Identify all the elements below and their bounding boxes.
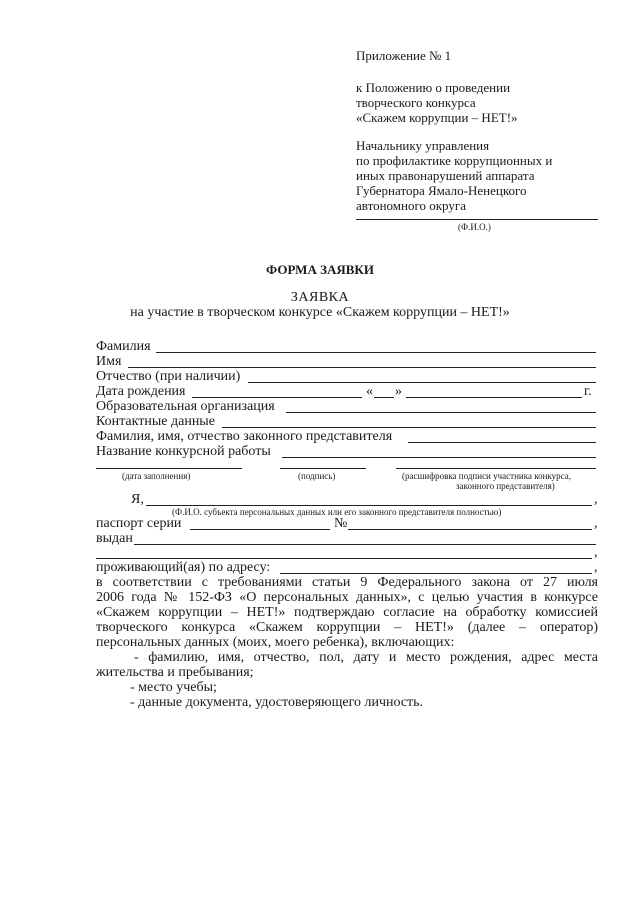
residing-label: проживающий(ая) по адресу: bbox=[96, 560, 271, 575]
addressee-line-3: иных правонарушений аппарата bbox=[356, 168, 535, 183]
signature-decode-caption-1: (расшифровка подписи участника конкурса, bbox=[402, 471, 572, 481]
reference-line-1: к Положению о проведении bbox=[356, 80, 511, 95]
consent-fio-caption: (Ф.И.О. субъекта персональных данных или его законного представителя полностью) bbox=[172, 507, 502, 517]
residing-comma: , bbox=[594, 560, 598, 575]
consent-fio-line[interactable] bbox=[146, 505, 592, 506]
issued-line[interactable] bbox=[134, 544, 596, 545]
field-input-birth-day[interactable] bbox=[192, 397, 362, 398]
consent-text-line-5: персональных данных (моих, моего ребенка), включающих: bbox=[96, 635, 455, 650]
field-input-representative[interactable] bbox=[408, 442, 596, 443]
addressee-line-2: по профилактике коррупционных и bbox=[356, 153, 553, 168]
date-line[interactable] bbox=[96, 468, 242, 469]
field-label-representative: Фамилия, имя, отчество законного представителя bbox=[96, 429, 393, 444]
consent-text-line-2: 2006 года № 152-ФЗ «О персональных данных», с целью участия в конкурсе bbox=[96, 590, 598, 605]
field-label-surname: Фамилия bbox=[96, 339, 151, 354]
consent-bullet-3: - данные документа, удостоверяющего личность. bbox=[130, 695, 424, 710]
consent-text-line-4: творческого конкурса «Скажем коррупции – НЕТ!» (далее – оператор) bbox=[96, 620, 598, 635]
field-label-work-title: Название конкурсной работы bbox=[96, 444, 271, 459]
signature-decode-line[interactable] bbox=[396, 468, 596, 469]
addressee-line-1: Начальнику управления bbox=[356, 138, 490, 153]
field-input-birth-year[interactable] bbox=[406, 397, 582, 398]
reference-line-3: «Скажем коррупции – НЕТ!» bbox=[356, 110, 518, 125]
passport-number-line[interactable] bbox=[348, 529, 592, 530]
reference-line-2: творческого конкурса bbox=[356, 95, 476, 110]
signature-caption: (подпись) bbox=[298, 471, 336, 481]
consent-bullet-2: - место учебы; bbox=[130, 680, 217, 695]
date-caption: (дата заполнения) bbox=[122, 471, 191, 481]
issued-label: выдан bbox=[96, 531, 133, 546]
consent-bullet-1a: - фамилию, имя, отчество, пол, дату и место рождения, адрес места bbox=[134, 650, 598, 665]
application-title: ЗАЯВКА bbox=[290, 290, 350, 305]
field-input-patronymic[interactable] bbox=[248, 382, 596, 383]
appendix-number: Приложение № 1 bbox=[356, 48, 452, 63]
passport-comma: , bbox=[594, 516, 598, 531]
consent-bullet-1b: жительства и пребывания; bbox=[96, 665, 254, 680]
field-label-contacts: Контактные данные bbox=[96, 414, 215, 429]
field-label-birth-date: Дата рождения bbox=[96, 384, 186, 399]
issued-comma: , bbox=[594, 545, 598, 560]
field-input-name[interactable] bbox=[128, 367, 596, 368]
field-label-patronymic: Отчество (при наличии) bbox=[96, 369, 241, 384]
consent-fio-comma: , bbox=[594, 492, 598, 507]
signature-decode-caption-2: законного представителя) bbox=[456, 481, 555, 491]
birth-quote-open: « bbox=[366, 384, 373, 399]
signature-line[interactable] bbox=[280, 468, 366, 469]
field-input-work-title[interactable] bbox=[282, 457, 596, 458]
birth-year-suffix: г. bbox=[584, 384, 592, 399]
field-input-surname[interactable] bbox=[156, 352, 596, 353]
field-label-school: Образовательная организация bbox=[96, 399, 275, 414]
issued-line-2[interactable] bbox=[96, 558, 592, 559]
field-label-name: Имя bbox=[96, 354, 122, 369]
field-input-school[interactable] bbox=[286, 412, 596, 413]
consent-text-line-3: «Скажем коррупции – НЕТ!» подтверждаю согласие на обработку комиссией bbox=[96, 605, 598, 620]
consent-i: Я, bbox=[131, 492, 144, 507]
field-input-birth-month[interactable] bbox=[374, 397, 394, 398]
addressee-line-5: автономного округа bbox=[356, 198, 466, 213]
application-subtitle: на участие в творческом конкурсе «Скажем коррупции – НЕТ!» bbox=[130, 305, 510, 320]
consent-text-line-1: в соответствии с требованиями статьи 9 Федерального закона от 27 июля bbox=[96, 575, 598, 590]
field-input-contacts[interactable] bbox=[222, 427, 596, 428]
addressee-line-4: Губернатора Ямало-Ненецкого bbox=[356, 183, 527, 198]
passport-series-line[interactable] bbox=[190, 529, 330, 530]
addressee-fio-line bbox=[356, 219, 598, 220]
residing-line[interactable] bbox=[280, 573, 592, 574]
addressee-fio-caption: (Ф.И.О.) bbox=[458, 222, 491, 232]
passport-number-sign: № bbox=[334, 516, 348, 531]
passport-label: паспорт серии bbox=[96, 516, 182, 531]
birth-quote-close: » bbox=[395, 384, 402, 399]
form-title: ФОРМА ЗАЯВКИ bbox=[266, 262, 374, 277]
